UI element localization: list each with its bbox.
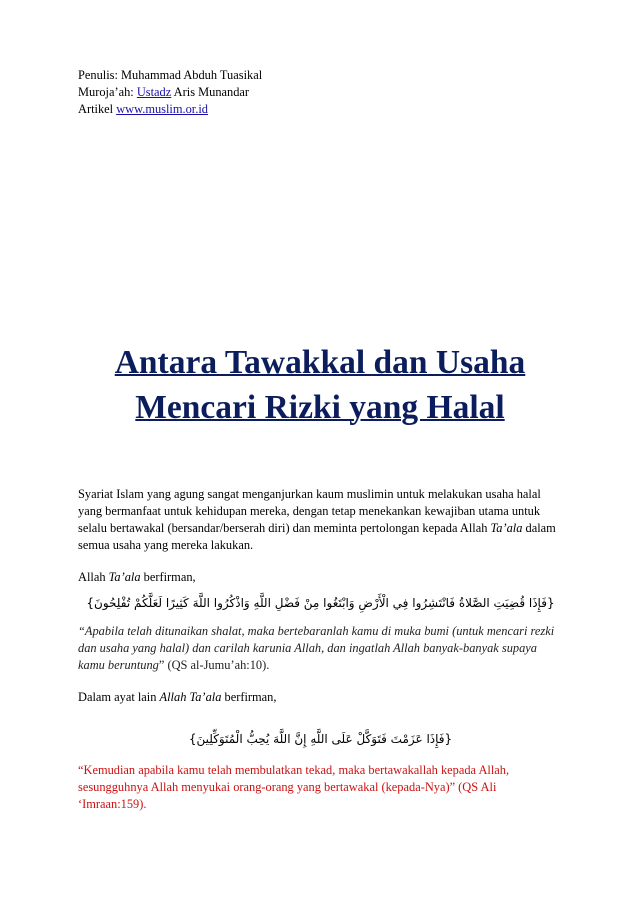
- title-line-2: Mencari Rizki yang Halal: [135, 389, 505, 426]
- page-title: [70, 340, 570, 430]
- article-meta: [78, 67, 262, 118]
- arabic-verse-ali-imraan: {فَإِذَا عَزَمْتَ فَتَوَكَّلْ عَلَى اللَّهِ إِنَّ اللَّهَ يُحِبُّ الْمُتَوَكِّلِينَ}: [188, 732, 453, 746]
- arabic-verse-jumuah: {فَإِذَا قُضِيَتِ الصَّلاةُ فَانْتَشِرُوا فِي الْأَرْضِ وَابْتَغُوا مِنْ فَضْلِ اللَّهِ وَاذْكُرُوا اللَّهَ كَثِيرًا لَعَلَّكُمْ تُفْلِحُونَ}: [86, 596, 555, 610]
- website-link[interactable]: www.muslim.or.id: [116, 102, 208, 116]
- allah-berfirman-line: Allah Ta’ala berfirman,: [78, 570, 196, 584]
- title-line-1: Antara Tawakkal dan Usaha: [114, 344, 526, 381]
- translation-jumuah: “Apabila telah ditunaikan shalat, maka bertebaranlah kamu di muka bumi (untuk mencari rezki dan usaha yang halal) dan carilah karunia Allah, dan ingatlah Allah banyak-banyak supaya kamu beruntung” (QS al-Jumu’ah:10).: [78, 624, 555, 672]
- reviewer-line: Muroja’ah: Ustadz Aris Munandar: [78, 85, 250, 99]
- article-source-line: Artikel www.muslim.or.id: [78, 102, 208, 116]
- intro-paragraph: Syariat Islam yang agung sangat menganjurkan kaum muslimin untuk melakukan usaha halal yang bermanfaat untuk kehidupan mereka, dengan tetap menekankan kewajiban utama untuk selalu bertawakal (bersandar/berserah diri) dan meminta pertolongan kepada Allah Ta’ala dalam semua usaha yang mereka lakukan.: [78, 487, 556, 552]
- translation-ali-imraan: “Kemudian apabila kamu telah membulatkan tekad, maka bertawakallah kepada Allah, sesungguhnya Allah menyukai orang-orang yang bertawakal (kepada-Nya)” (QS Ali ‘Imraan:159).: [78, 763, 510, 811]
- author-name: Muhammad Abduh Tuasikal: [121, 68, 263, 82]
- reviewer-link[interactable]: Ustadz: [136, 85, 172, 99]
- second-verse-intro: Dalam ayat lain Allah Ta’ala berfirman,: [78, 690, 277, 704]
- author-line: Penulis: Muhammad Abduh Tuasikal: [78, 68, 263, 82]
